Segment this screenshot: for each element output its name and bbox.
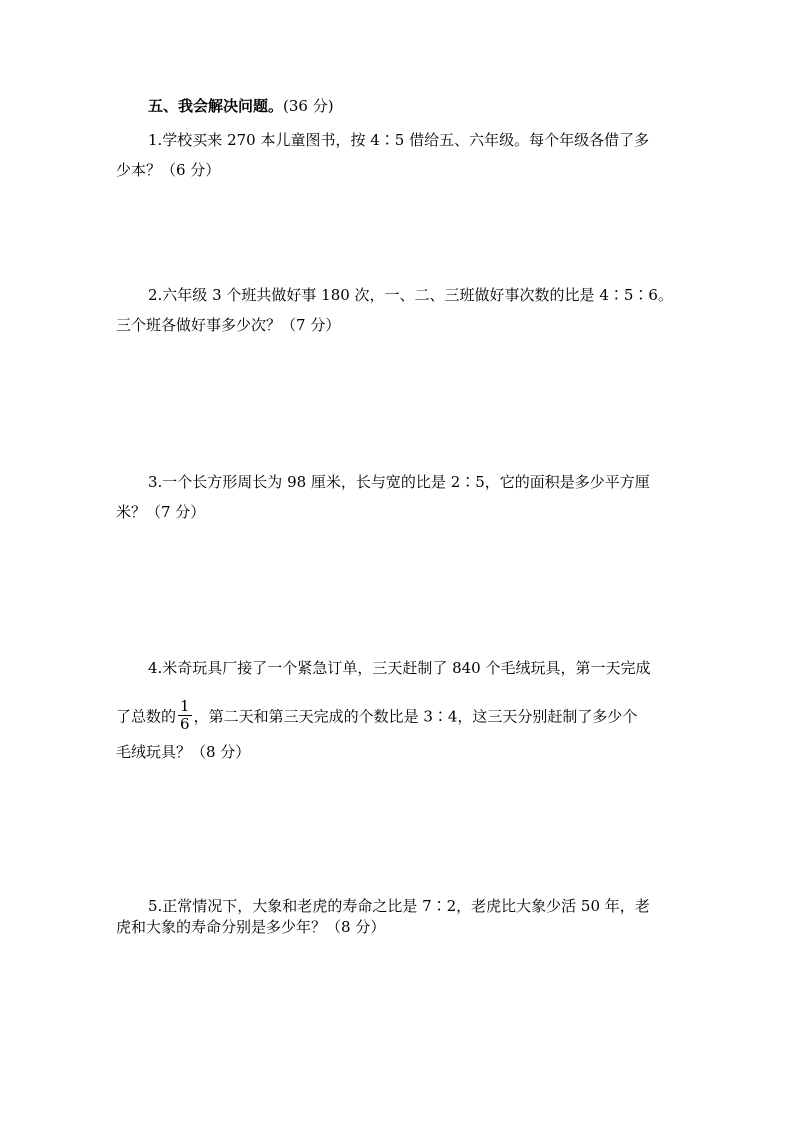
question-4-line-2 (116, 697, 681, 735)
question-3-line-2: 米？（7 分） (116, 503, 206, 521)
question-1-line-1: 1.学校买来 270 本儿童图书，按 4∶5 借给五、六年级。每个年级各借了多 (148, 131, 650, 149)
question-1-line-2: 少本？（6 分） (116, 161, 221, 179)
section-points: (36 分) (283, 97, 334, 115)
question-5-line-2: 虎和大象的寿命分别是多少年？（8 分） (116, 918, 386, 936)
section-title: 五、我会解决问题。 (148, 97, 284, 115)
question-4-line-2-post: ，第二天和第三天完成的个数比是 3∶4，这三天分别赶制了多少个 (193, 707, 638, 726)
question-2-line-1: 2.六年级 3 个班共做好事 180 次，一、二、三班做好事次数的比是 4∶5∶6。 (148, 286, 673, 304)
question-3-line-1: 3.一个长方形周长为 98 厘米，长与宽的比是 2∶5，它的面积是多少平方厘 (148, 473, 650, 491)
question-4-line-3: 毛绒玩具？（8 分） (116, 743, 251, 761)
question-5-line-1: 5.正常情况下，大象和老虎的寿命之比是 7∶2，老虎比大象少活 50 年，老 (148, 897, 650, 915)
section-heading (148, 96, 713, 116)
question-4-line-1: 4.米奇玩具厂接了一个紧急订单，三天赶制了 840 个毛绒玩具，第一天完成 (148, 659, 651, 677)
question-4-line-2-pre: 了总数的 (116, 707, 177, 726)
question-2-line-2: 三个班各做好事多少次？（7 分） (116, 316, 341, 334)
fraction-numerator: 1 (180, 697, 190, 715)
fraction-one-sixth (178, 698, 192, 733)
fraction-denominator: 6 (180, 715, 190, 733)
